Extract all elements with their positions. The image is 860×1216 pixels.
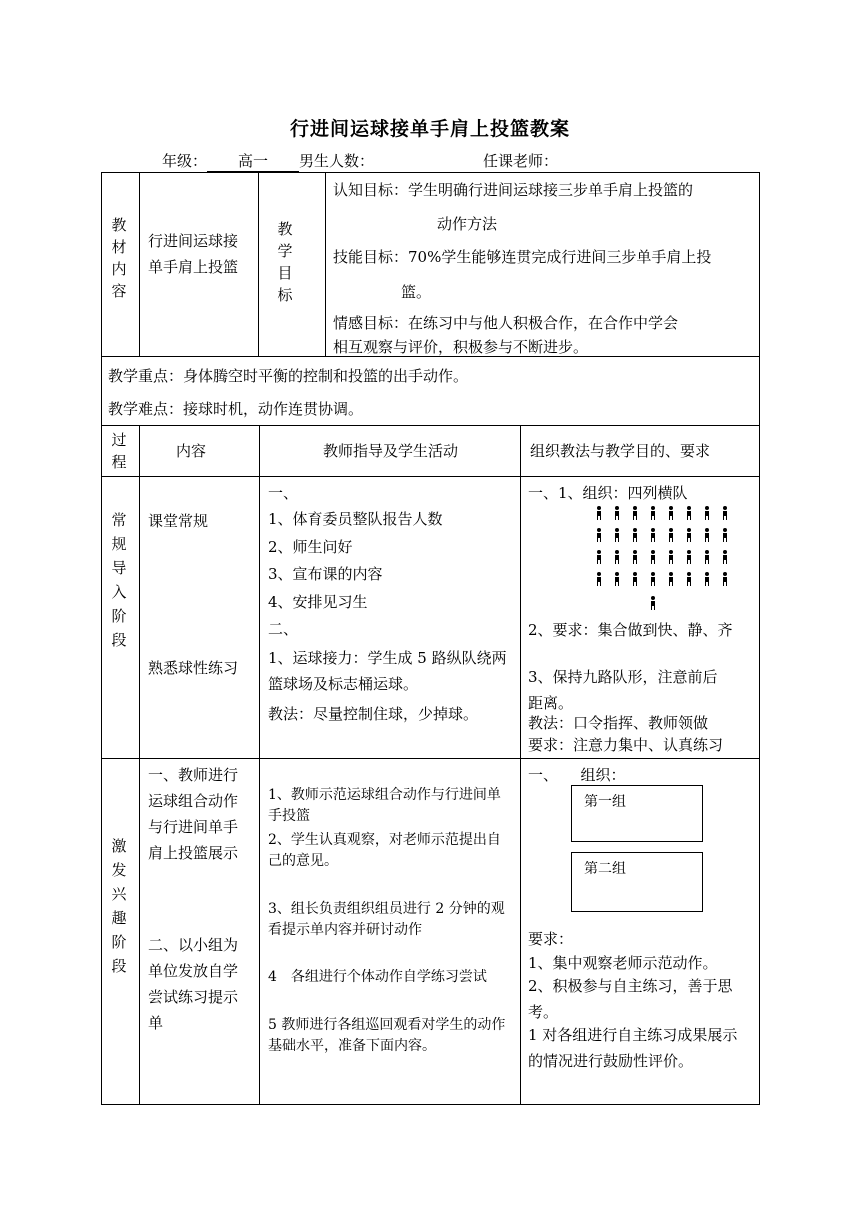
goals-header: 教 学 目 标 — [277, 220, 293, 304]
student-icon — [614, 572, 620, 586]
stage1-content-routine: 课堂常规 — [148, 512, 209, 530]
stage1-method-req2: 要求：注意力集中、认真练习 — [528, 736, 724, 754]
header-process: 过 程 — [111, 431, 127, 471]
group2-label: 第二组 — [584, 861, 626, 877]
student-icon — [668, 550, 674, 564]
grade-label: 年级： — [162, 152, 208, 170]
stage2-activity-1: 1、教师示范运球组合动作与行进间单手投篮 — [268, 787, 501, 824]
stage2-content-group: 二、以小组为单位发放自学尝试练习提示单 — [148, 936, 239, 1032]
group2-box — [571, 852, 703, 912]
student-icon — [668, 506, 674, 520]
student-icon — [722, 506, 728, 520]
stage1-activity-4: 4、安排见习生 — [268, 593, 368, 611]
stage2-content-demo: 一、教师进行运球组合动作与行进间单手肩上投篮展示 — [148, 766, 239, 862]
stage1-activity-0: 一、 — [268, 484, 299, 502]
student-icon — [632, 572, 638, 586]
stage1-method-teach: 教法：口令指挥、教师领做 — [528, 714, 709, 732]
teacher-icon — [650, 596, 656, 610]
stage1-method-3: 3、保持九路队形，注意前后距离。 — [528, 668, 718, 712]
material-header: 教 材 内 容 — [111, 216, 127, 300]
stage1-activity-5: 二、 — [268, 620, 299, 638]
student-icon — [722, 572, 728, 586]
student-icon — [686, 572, 692, 586]
stage1-method-org: 一、1、组织：四列横队 — [528, 484, 688, 502]
header-method: 组织教法与教学目的、要求 — [530, 442, 711, 460]
student-icon — [650, 550, 656, 564]
goal-skill-cont: 篮。 — [401, 283, 432, 301]
student-icon — [704, 528, 710, 542]
teacher-label: 任课老师： — [483, 152, 559, 170]
male-count-label: 男生人数： — [299, 152, 375, 170]
stage2-method-2: 2、积极参与自主练习，善于思考。 — [528, 977, 733, 1021]
student-icon — [668, 528, 674, 542]
stage1-activity-6: 1、运球接力：学生成 5 路纵队绕两篮球场及标志桶运球。 — [268, 649, 507, 693]
difficulty: 教学难点：接球时机，动作连贯协调。 — [108, 400, 364, 418]
stage1-content-ball: 熟悉球性练习 — [148, 659, 239, 677]
goal-cognitive: 认知目标：学生明确行进间运球接三步单手肩上投篮的 — [333, 181, 694, 199]
header-activity: 教师指导及学生活动 — [323, 442, 459, 460]
goal-cognitive-cont: 动作方法 — [437, 215, 498, 233]
stage1-name: 常 规 导 入 阶 段 — [111, 511, 127, 649]
page-title: 行进间运球接单手肩上投篮教案 — [289, 118, 570, 140]
stage2-method-org: 一、 组织： — [528, 766, 626, 784]
stage2-method-3: 1 对各组进行自主练习成果展示的情况进行鼓励性评价。 — [528, 1026, 738, 1070]
student-icon — [686, 506, 692, 520]
student-icon — [632, 506, 638, 520]
stage1-activity-1: 1、体育委员整队报告人数 — [268, 510, 443, 528]
student-icon — [596, 506, 602, 520]
goal-emotion-cont: 相互观察与评价，积极参与不断进步。 — [333, 338, 589, 356]
stage2-activity-5: 5 教师进行各组巡回观看对学生的动作基础水平，准备下面内容。 — [268, 1017, 506, 1054]
goal-emotion: 情感目标：在练习中与他人积极合作，在合作中学会 — [333, 314, 679, 332]
student-icon — [650, 528, 656, 542]
stage1-activity-2: 2、师生问好 — [268, 538, 353, 556]
student-icon — [650, 506, 656, 520]
student-icon — [668, 572, 674, 586]
student-icon — [722, 528, 728, 542]
student-icon — [722, 550, 728, 564]
group1-box — [571, 785, 703, 842]
stage2-method-req: 要求： — [528, 930, 574, 948]
student-icon — [704, 506, 710, 520]
group1-label: 第一组 — [584, 794, 626, 810]
material-content: 行进间运球接单手肩上投篮 — [148, 232, 239, 276]
key-points: 教学重点：身体腾空时平衡的控制和投篮的出手动作。 — [108, 367, 469, 385]
student-icon — [686, 550, 692, 564]
student-icon — [704, 550, 710, 564]
student-icon — [596, 572, 602, 586]
stage2-name: 激 发 兴 趣 阶 段 — [111, 837, 127, 975]
student-icon — [704, 572, 710, 586]
student-icon — [596, 550, 602, 564]
stage1-activity-7: 教法：尽量控制住球，少掉球。 — [268, 705, 479, 723]
grade-value: 高一 — [207, 150, 299, 172]
header-content: 内容 — [176, 442, 207, 460]
goal-skill: 技能目标：70%学生能够连贯完成行进间三步单手肩上投 — [333, 248, 712, 266]
student-icon — [632, 528, 638, 542]
student-icon — [632, 550, 638, 564]
stage1-method-req: 2、要求：集合做到快、静、齐 — [528, 621, 733, 639]
stage2-activity-2: 2、学生认真观察，对老师示范提出自己的意见。 — [268, 832, 501, 869]
stage2-method-1: 1、集中观察老师示范动作。 — [528, 954, 718, 972]
student-icon — [596, 528, 602, 542]
student-icon — [614, 506, 620, 520]
stage2-activity-3: 3、组长负责组织组员进行 2 分钟的观看提示单内容并研讨动作 — [268, 901, 505, 938]
stage2-activity-4: 4 各组进行个体动作自学练习尝试 — [268, 969, 487, 985]
student-icon — [686, 528, 692, 542]
student-icon — [614, 528, 620, 542]
meta-line — [162, 150, 374, 172]
stage1-activity-3: 3、宣布课的内容 — [268, 565, 383, 583]
student-icon — [614, 550, 620, 564]
student-icon — [650, 572, 656, 586]
